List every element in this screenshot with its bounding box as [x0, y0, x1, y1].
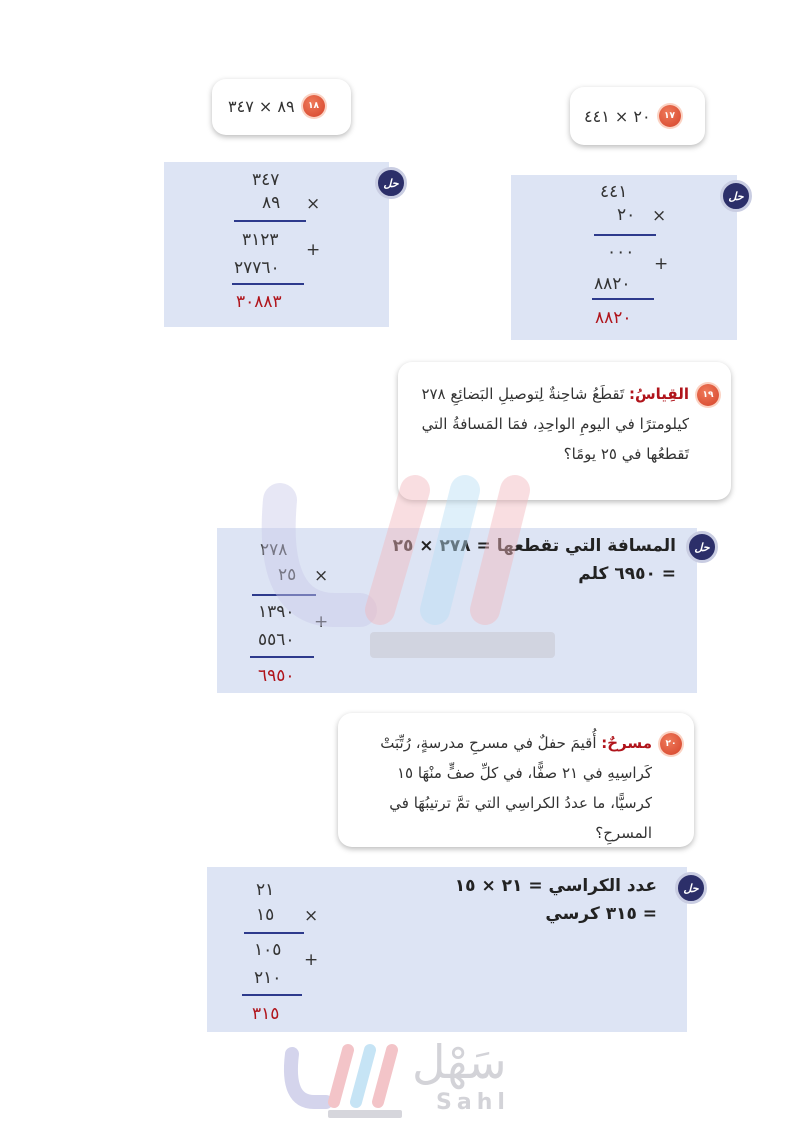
multiplication-line: [594, 234, 656, 236]
partial-product-2: ٥٥٦٠: [258, 630, 295, 650]
addition-line: [592, 298, 654, 300]
addition-line: [242, 994, 302, 996]
partial-product-1: ٠٠٠: [607, 242, 635, 262]
problem-19-answer-line-2: = ٦٩٥٠ كلم: [578, 564, 676, 584]
plus-sign: +: [306, 240, 321, 260]
multiplicand: ٣٤٧: [252, 170, 280, 190]
footer-watermark-arabic: سَهْل: [412, 1035, 507, 1089]
multiplication-line: [252, 594, 316, 596]
solution-logo-icon: حل: [720, 180, 752, 212]
problem-20-answer-line-2: = ٣١٥ كرسي: [545, 904, 657, 924]
problem-17-calculation: [590, 180, 680, 340]
times-sign: ×: [304, 906, 319, 926]
footer-logo-mark-icon: [278, 1040, 408, 1120]
multiplier: ٢٠: [617, 205, 636, 225]
problem-18-number-badge: ١٨: [303, 95, 325, 117]
problem-20-question-card: [338, 713, 694, 847]
multiplicand: ٢٧٨: [260, 540, 288, 560]
multiplier: ١٥: [256, 905, 275, 925]
problem-19-calculation: [248, 538, 338, 698]
plus-sign: +: [654, 254, 669, 274]
footer-watermark-latin: Sahl: [436, 1090, 510, 1115]
multiplicand: ٢١: [256, 880, 275, 900]
problem-20-keyword: مسرحٌ:: [601, 734, 652, 752]
problem-20-answer: [455, 872, 657, 928]
partial-product-1: ١٣٩٠: [258, 602, 295, 622]
plus-sign: +: [304, 950, 319, 970]
partial-product-1: ٣١٢٣: [242, 230, 279, 250]
final-result: ٣٠٨٨٣: [236, 292, 282, 312]
problem-20-answer-line-1: عدد الكراسي = ٢١ × ١٥: [454, 876, 657, 896]
solution-logo-icon: حل: [675, 872, 707, 904]
problem-18-expression: ٨٩ × ٣٤٧: [228, 96, 295, 116]
problem-18-expression-card: [212, 79, 351, 135]
problem-20-number-badge: ٢٠: [660, 733, 682, 755]
partial-product-1: ١٠٥: [254, 940, 282, 960]
solution-logo-icon: حل: [686, 531, 718, 563]
problem-19-answer: [393, 532, 676, 588]
final-result: ٦٩٥٠: [258, 666, 295, 686]
partial-product-2: ٨٨٢٠: [594, 274, 631, 294]
problem-17-number-badge: ١٧: [659, 105, 681, 127]
problem-20-question-text: [352, 728, 652, 848]
multiplication-line: [244, 932, 304, 934]
problem-17-expression-card: [570, 87, 705, 145]
problem-17-expression: ٢٠ × ٤٤١: [584, 106, 651, 126]
partial-product-2: ٢٧٧٦٠: [234, 258, 280, 278]
final-result: ٣١٥: [252, 1004, 280, 1024]
multiplier: ٨٩: [262, 193, 281, 213]
problem-20-calculation: [240, 878, 330, 1038]
final-result: ٨٨٢٠: [595, 308, 632, 328]
problem-20-text: أُقيمَ حفلٌ في مسرحِ مدرسةٍ، رُتِّبَتْ كَراسِيهِ في ٢١ صفًّا، في كلِّ صفٍّ منْهَا ١٥ كرسيًّا، ما عددُ الكراسِي التي تمَّ ترتيبُهَا في المسرحِ؟: [380, 734, 652, 842]
plus-sign: +: [314, 612, 329, 632]
multiplication-line: [234, 220, 306, 222]
times-sign: ×: [652, 206, 667, 226]
problem-19-text: تَقطَعُ شاحِنةٌ لِتوصيلِ البَضائِعِ ٢٧٨ كيلومترًا في اليومِ الواحِدِ، فمَا المَسافةُ التي تَقطعُها في ٢٥ يومًا؟: [421, 385, 689, 463]
solution-logo-icon: حل: [375, 167, 407, 199]
addition-line: [232, 283, 304, 285]
problem-19-number-badge: ١٩: [697, 384, 719, 406]
times-sign: ×: [306, 194, 321, 214]
problem-19-keyword: القِياسُ:: [628, 385, 689, 403]
problem-19-answer-line-1: المسافة التي تقطعها = ٢٧٨ × ٢٥: [392, 536, 676, 556]
times-sign: ×: [314, 566, 329, 586]
addition-line: [250, 656, 314, 658]
problem-18-calculation: [230, 168, 330, 328]
problem-19-question-card: [398, 362, 731, 500]
partial-product-2: ٢١٠: [254, 968, 282, 988]
multiplicand: ٤٤١: [600, 182, 628, 202]
problem-19-question-text: [409, 379, 689, 469]
multiplier: ٢٥: [278, 565, 297, 585]
